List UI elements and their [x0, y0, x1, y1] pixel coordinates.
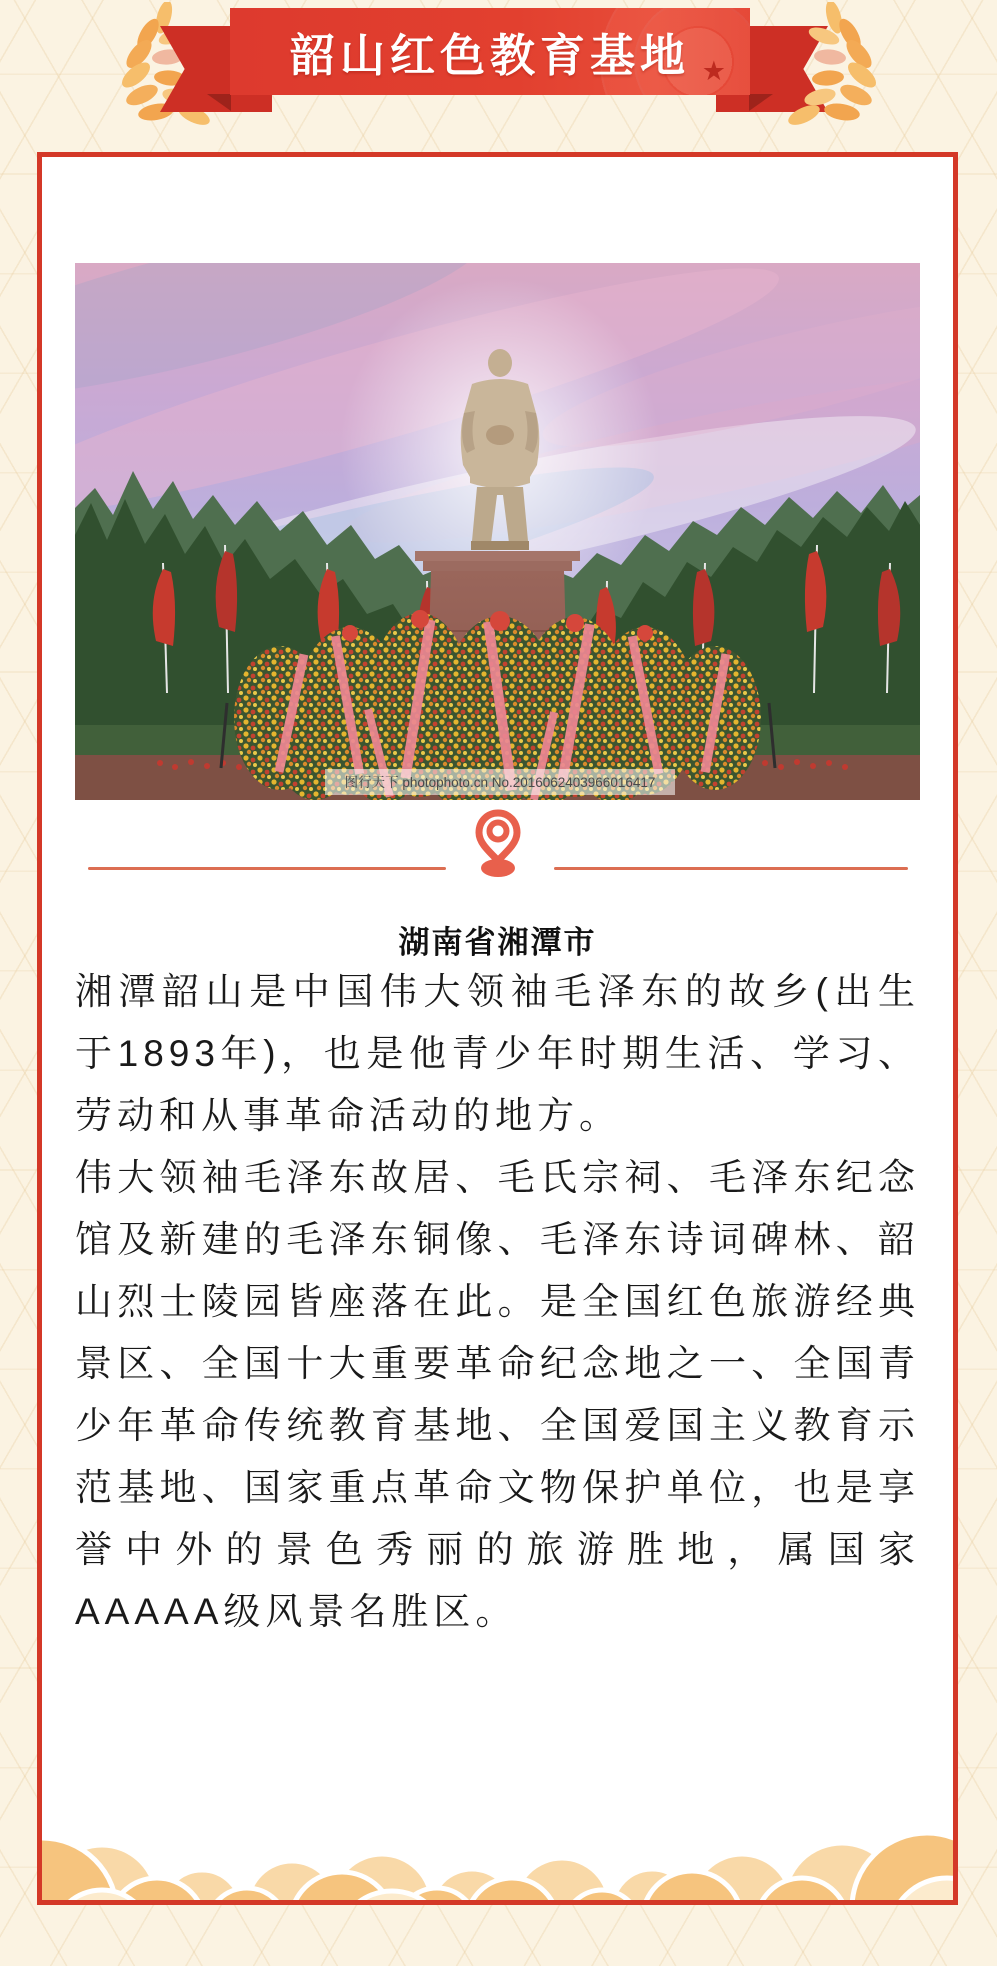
- wheat-right-icon: [742, 2, 892, 128]
- header-banner: [0, 0, 997, 140]
- location-title: 湖南省湘潭市: [398, 925, 597, 960]
- article-body: [75, 961, 920, 1643]
- photo-watermark: 图行天下 photophoto.cn No.2016062403966016417: [344, 775, 656, 790]
- statue-photo: [75, 263, 920, 800]
- article-paragraph-2: 伟大领袖毛泽东故居、毛氏宗祠、毛泽东纪念馆及新建的毛泽东铜像、毛泽东诗词碑林、韶山烈士陵园皆座落在此。是全国红色旅游经典景区、全国十大重要革命纪念地之一、全国青少年革命传统教育基地、全国爱国主义教育示范基地、国家重点革命文物保护单位，也是享誉中外的景色秀丽的旅游胜地，属国家AAAAA级风景名胜区。: [75, 1157, 920, 1632]
- cloud-decoration: [42, 1808, 953, 1900]
- content-card: [37, 152, 958, 1905]
- star-icon: ★: [701, 56, 726, 86]
- article-paragraph-1: 湘潭韶山是中国伟大领袖毛泽东的故乡(出生于1893年)，也是他青少年时期生活、学习、劳动和从事革命活动的地方。: [75, 971, 920, 1136]
- divider-line-right: [554, 867, 908, 870]
- ribbon-banner: [230, 8, 750, 95]
- divider-line-left: [88, 867, 446, 870]
- banner-title: 韶山红色教育基地: [289, 30, 690, 81]
- location-pin-icon: [475, 809, 521, 879]
